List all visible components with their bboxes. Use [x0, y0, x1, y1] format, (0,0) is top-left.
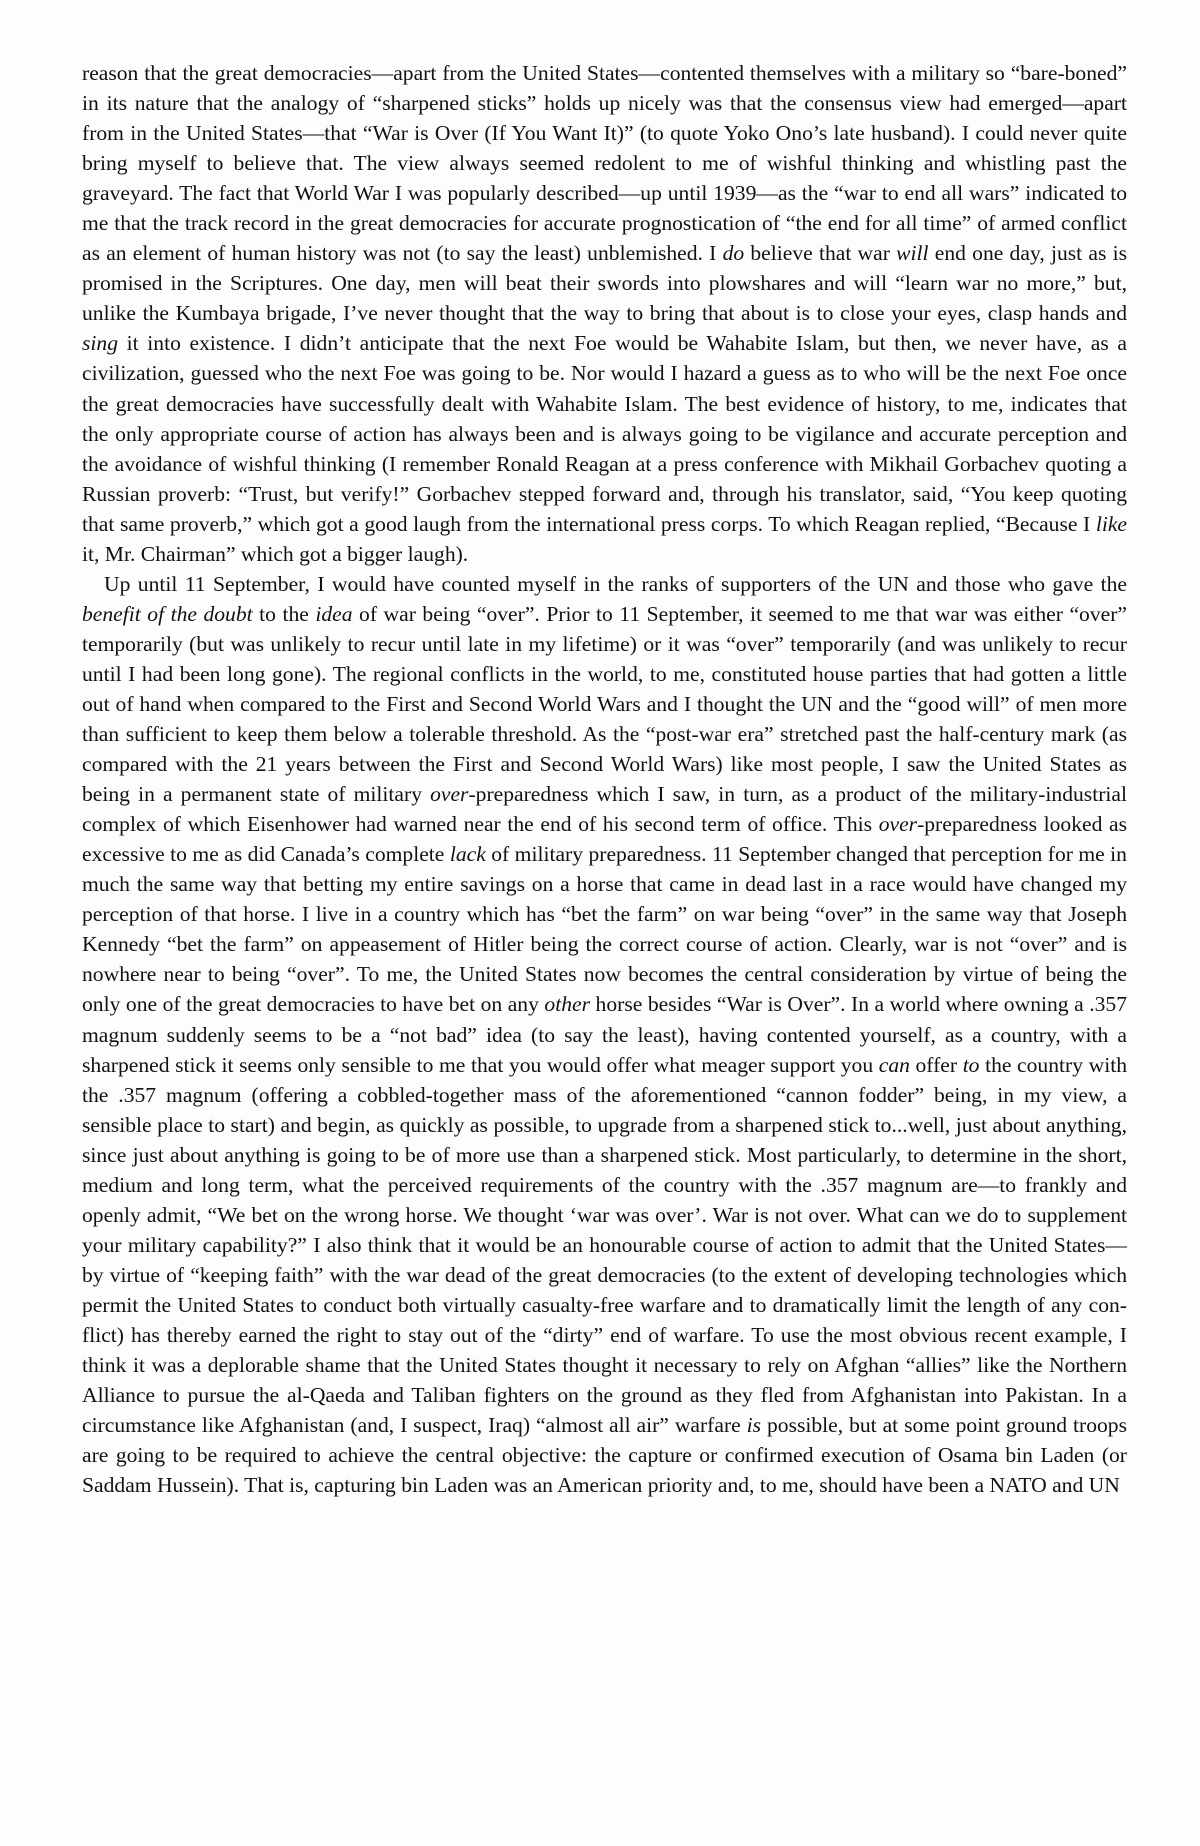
body-text — [82, 58, 1127, 1500]
text-run: offer — [909, 1052, 963, 1077]
emphasis-text: can — [878, 1052, 910, 1077]
emphasis-text: lack — [449, 842, 486, 867]
emphasis-text: will — [896, 241, 929, 266]
text-run: Up until 11 September, I would have counted myself in the ranks of supporters of the UN and those who gave the — [104, 571, 1127, 596]
text-run: possible, but at some point ground troops are going to be required to achieve the central objective: the capture or confirmed execution of Osama bin Laden (or Saddam Hussein). That is, capturing bin Laden was an American priority and, to me, should have been a NATO and UN — [82, 1413, 1127, 1498]
paragraph-1 — [82, 58, 1127, 569]
text-run: believe that war — [744, 241, 897, 266]
emphasis-text: to — [962, 1052, 980, 1077]
emphasis-text: like — [1095, 511, 1127, 536]
text-run: of war being “over”. Prior to 11 September, it seemed to me that war was either “over” temporarily (but was unlikely to recur until late in my lifetime) or it was “over” temporarily (and was unlikely to recur until I had been long gone). The regional conflicts in the world, to me, constituted house parties that had gotten a little out of hand when compared to the First and Second World Wars and I thought the UN and the “good will” of men more than sufficient to keep them below a tolerable threshold. As the “post-war era” stretched past the half-century mark (as compared with the 21 years between the First and Second World Wars) like most people, I saw the United States as being in a permanent state of military — [82, 601, 1127, 807]
text-run: the country with the .357 magnum (offering a cobbled-together mass of the aforementioned “cannon fodder” being, in my view, a sensible place to start) and begin, as quickly as possible, to upgrade from a sharpened stick to...well, just about anything, since just about anything is going to be of more use than a sharpened stick. Most particularly, to determine in the short, medium and long term, what the perceived requirements of the country with the .357 magnum are—to frankly and openly admit, “We bet on the wrong horse. We thought ‘war was over’. War is not over. What can we do to supplement your military capability?” I also think that it would be an honourable course of action to admit that the United States—by virtue of “keeping faith” with the war dead of the great democracies (to the extent of developing technologies which permit the United States to conduct both virtually casualty-free warfare and to dramatically limit the length of any conflict) has thereby earned the right to stay out of the “dirty” end of warfare. To use the most obvious recent example, I think it was a deplorable shame that the United States thought it necessary to rely on Afghan “allies” like the Northern Alliance to pursue the al-Qaeda and Taliban fighters on the ground as they fled from Afghanistan into Pakistan. In a circumstance like Afghanistan (and, I suspect, Iraq) “almost all air” warfare — [82, 1052, 1127, 1438]
text-run: end one day, just as is promised in the Scriptures. One day, men will beat their swords into plowshares and will “learn war no more,” but, unlike the Kumbaya brigade, I’ve never thought that the way to bring that about is to close your eyes, clasp hands and — [82, 241, 1127, 326]
emphasis-text: idea — [315, 601, 353, 626]
text-run: reason that the great democracies—apart from the United States—contented themselves with a military so “bare-boned” in its nature that the analogy of “sharpened sticks” holds up nicely was that the consensus view had emerged—apart from in the United States—that “War is Over (If You Want It)” (to quote Yoko Ono’s late husband). I could never quite bring myself to believe that. The view always seemed redolent to me of wishful thinking and whistling past the graveyard. The fact that World War I was popularly described—up until 1939—as the “war to end all wars” indicated to me that the track record in the great democracies for accurate prognostication of “the end for all time” of armed conflict as an element of human history was not (to say the least) unblemished. I — [82, 61, 1127, 266]
emphasis-text: sing — [82, 331, 118, 356]
text-run: of military preparedness. 11 September changed that perception for me in much the same way that betting my entire savings on a horse that came in dead last in a race would have changed my perception of that horse. I live in a country which has “bet the farm” on war being “over” in the same way that Joseph Kennedy “bet the farm” on appeasement of Hitler being the correct course of action. Clearly, war is not “over” and is nowhere near to being “over”. To me, the United States now becomes the central consideration by virtue of being the only one of the great democracies to have bet on any — [82, 842, 1127, 1017]
text-run: horse besides “War is Over”. In a world where owning a .357 magnum suddenly seems to be a “not bad” idea (to say the least), having contented yourself, as a country, with a sharpened stick it seems only sensible to me that you would offer what meager support you — [82, 992, 1127, 1077]
text-run: -preparedness looked as excessive to me as did Canada’s complete — [82, 812, 1127, 867]
text-run: it, Mr. Chairman” which got a bigger laugh). — [82, 541, 469, 566]
emphasis-text: benefit of the doubt — [82, 601, 253, 626]
text-run: -preparedness which I saw, in turn, as a product of the military-industrial complex of which Eisenhower had warned near the end of his second term of office. This — [82, 782, 1127, 837]
emphasis-text: do — [722, 241, 745, 266]
emphasis-text: other — [544, 992, 591, 1017]
paragraph-2 — [82, 569, 1127, 1500]
emphasis-text: over — [430, 782, 469, 807]
text-run: to the — [252, 601, 316, 626]
emphasis-text: over — [878, 812, 918, 837]
emphasis-text: is — [746, 1413, 762, 1438]
text-run: it into existence. I didn’t anticipate that the next Foe would be Wahabite Islam, but then, we never have, as a civilization, guessed who the next Foe was going to be. Nor would I hazard a guess as to who will be the next Foe once the great democracies have successfully dealt with Wahabite Islam. The best evidence of history, to me, indicates that the only appropriate course of action has always been and is always going to be vigilance and accurate perception and the avoidance of wishful thinking (I remember Ronald Reagan at a press conference with Mikhail Gorbachev quoting a Russian proverb: “Trust, but verify!” Gorbachev stepped forward and, through his translator, said, “You keep quoting that same proverb,” which got a good laugh from the international press corps. To which Reagan replied, “Because I — [82, 331, 1127, 536]
